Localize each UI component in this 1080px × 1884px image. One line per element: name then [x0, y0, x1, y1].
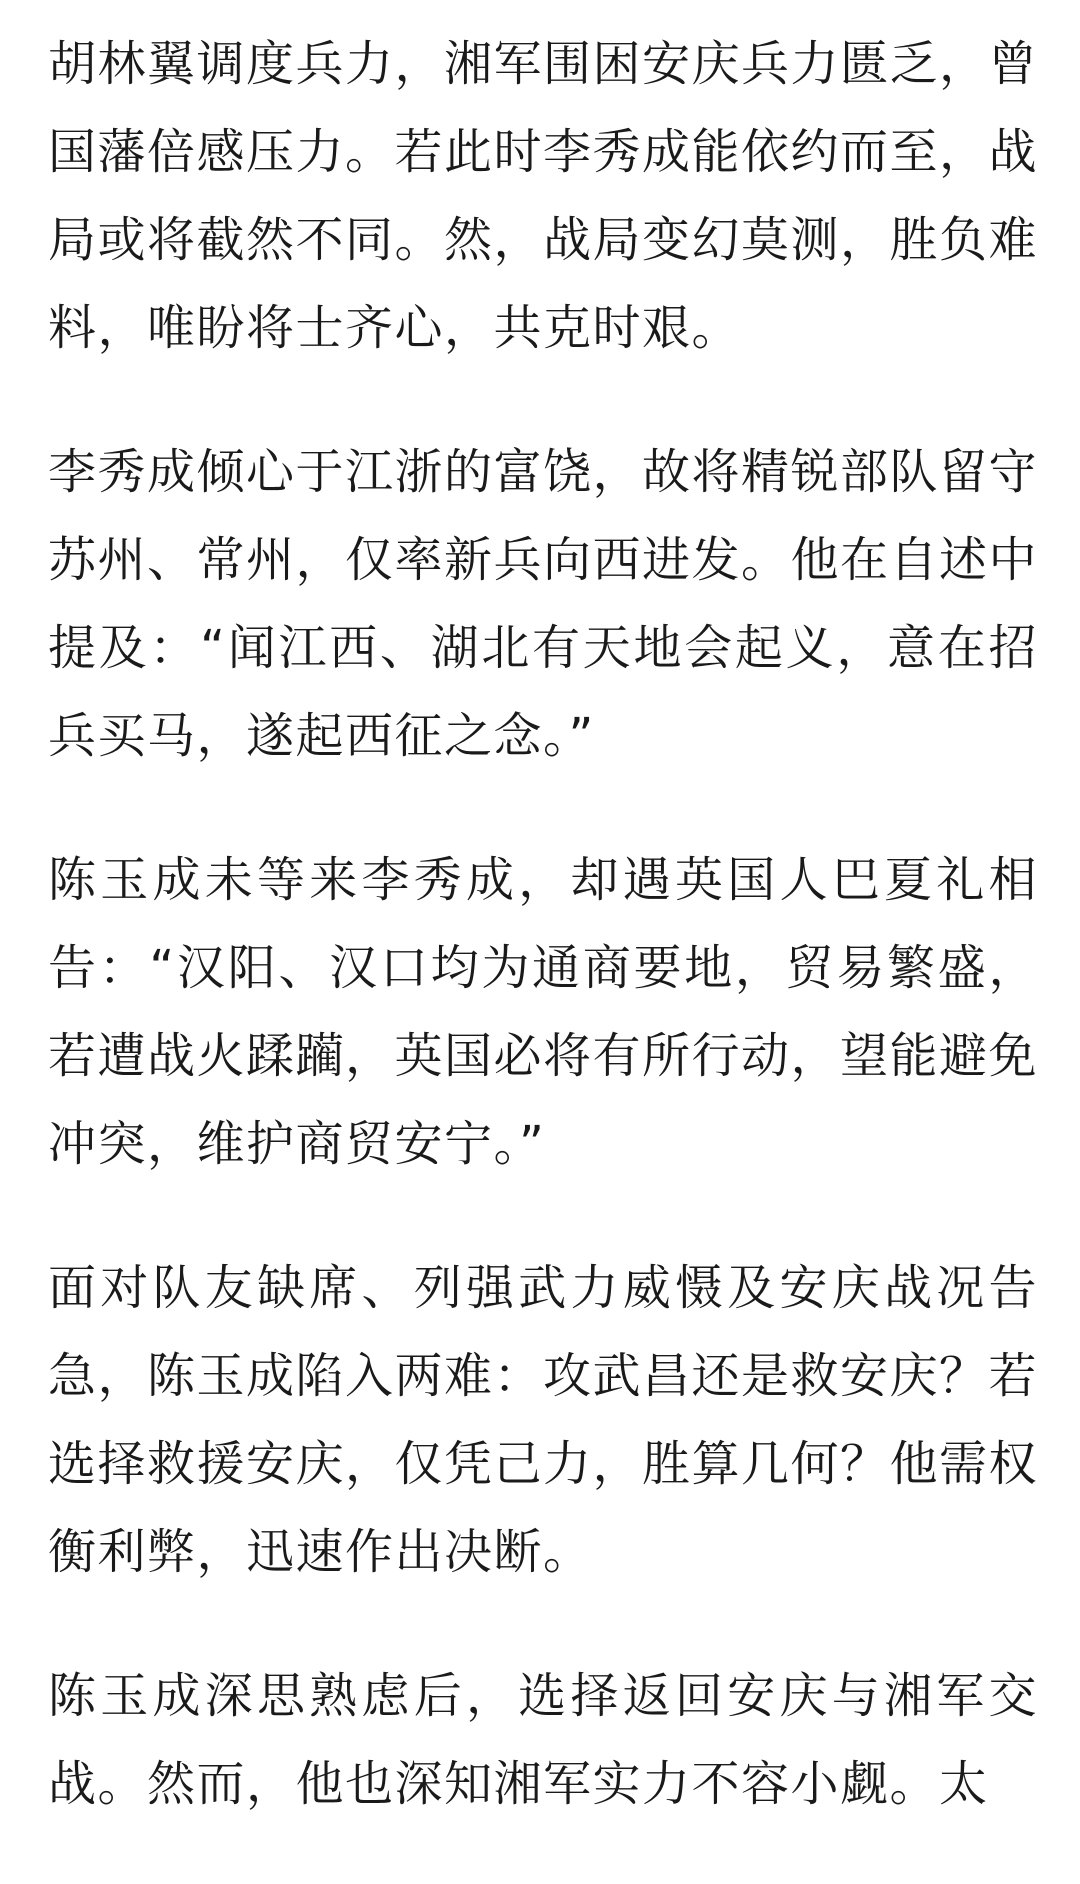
article-paragraph: 胡林翼调度兵力，湘军围困安庆兵力匮乏，曾国藩倍感压力。若此时李秀成能依约而至，战局或将截然不同。然，战局变幻莫测，胜负难料，唯盼将士齐心，共克时艰。 — [48, 36, 1039, 356]
article-paragraph: 陈玉成深思熟虑后，选择返回安庆与湘军交战。然而，他也深知湘军实力不容小觑。太 — [48, 1668, 1038, 1812]
article-body — [48, 20, 1038, 1884]
article-paragraph: 面对队友缺席、列强武力威慑及安庆战况告急，陈玉成陷入两难：攻武昌还是救安庆？若选择救援安庆，仅凭己力，胜算几何？他需权衡利弊，迅速作出决断。 — [48, 1260, 1039, 1580]
article-paragraph: 陈玉成未等来李秀成，却遇英国人巴夏礼相告：“汉阳、汉口均为通商要地，贸易繁盛，若遭战火蹂躏，英国必将有所行动，望能避免冲突，维护商贸安宁。” — [48, 852, 1039, 1172]
article-paragraph: 李秀成倾心于江浙的富饶，故将精锐部队留守苏州、常州，仅率新兵向西进发。他在自述中提及：“闻江西、湖北有天地会起义，意在招兵买马，遂起西征之念。” — [48, 444, 1039, 764]
